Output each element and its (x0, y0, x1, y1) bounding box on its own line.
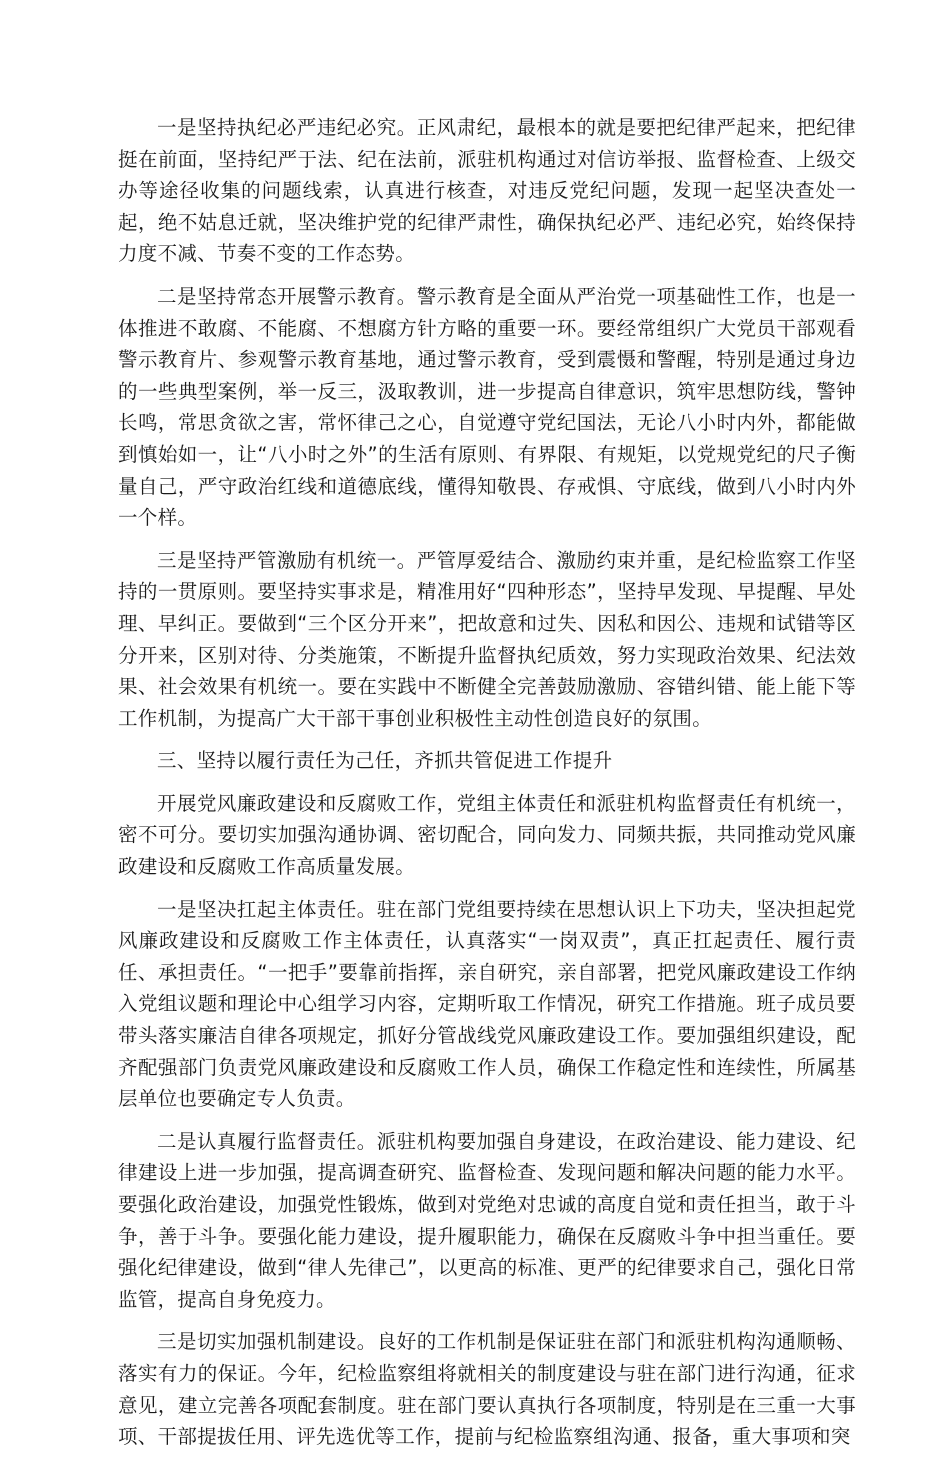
paragraph-supervision-responsibility: 二是认真履行监督责任。派驻机构要加强自身建设，在政治建设、能力建设、纪律建设上进一步加强，提高调查研究、监督检查、发现问题和解决问题的能力水平。要强化政治建设，加强党性锻炼，做到对党绝对忠诚的高度自觉和责任担当，敢于斗争，善于斗争。要强化能力建设，提升履职能力，确保在反腐败斗争中担当重任。要强化纪律建设，做到“律人先律己”，以更高的标准、更严的纪律要求自己，强化日常监管，提高自身免疫力。 (118, 1129, 856, 1311)
paragraph-strict-management: 三是坚持严管激励有机统一。严管厚爱结合、激励约束并重，是纪检监察工作坚持的一贯原则。要坚持实事求是，精准用好“四种形态”，坚持早发现、早提醒、早处理、早纠正。要做到“三个区分开来”，把故意和过失、因私和因公、违规和试错等区分开来，区别对待、分类施策，不断提升监督执纪质效，努力实现政治效果、纪法效果、社会效果有机统一。要在实践中不断健全完善鼓励激励、容错纠错、能上能下等工作机制，为提高广大干部干事创业积极性主动性创造良好的氛围。 (118, 548, 856, 730)
paragraph-discipline-enforcement: 一是坚持执纪必严违纪必究。正风肃纪，最根本的就是要把纪律严起来，把纪律挺在前面，坚持纪严于法、纪在法前，派驻机构通过对信访举报、监督检查、上级交办等途径收集的问题线索，认真进行核查，对违反党纪问题，发现一起坚决查处一起，绝不姑息迁就，坚决维护党的纪律严肃性，确保执纪必严、违纪必究，始终保持力度不减、节奏不变的工作态势。 (118, 116, 856, 266)
document-body (118, 112, 856, 1464)
section-heading-responsibility: 三、坚持以履行责任为己任，齐抓共管促进工作提升 (157, 749, 613, 773)
paragraph-intro-responsibility: 开展党风廉政建设和反腐败工作，党组主体责任和派驻机构监督责任有机统一，密不可分。要切实加强沟通协调、密切配合，同向发力、同频共振，共同推动党风廉政建设和反腐败工作高质量发展。 (118, 791, 856, 879)
paragraph-mechanism-building: 三是切实加强机制建设。良好的工作机制是保证驻在部门和派驻机构沟通顺畅、落实有力的保证。今年，纪检监察组将就相关的制度建设与驻在部门进行沟通，征求意见，建立完善各项配套制度。驻在部门要认真执行各项制度，特别是在三重一大事项、干部提拔任用、评先选优等工作，提前与纪检监察组沟通、报备，重大事项和突 (118, 1330, 856, 1449)
paragraph-warning-education: 二是坚持常态开展警示教育。警示教育是全面从严治党一项基础性工作，也是一体推进不敢腐、不能腐、不想腐方针方略的重要一环。要经常组织广大党员干部观看警示教育片、参观警示教育基地，通过警示教育，受到震慑和警醒，特别是通过身边的一些典型案例，举一反三，汲取教训，进一步提高自律意识，筑牢思想防线，警钟长鸣，常思贪欲之害，常怀律己之心，自觉遵守党纪国法，无论八小时内外，都能做到慎始如一，让“八小时之外”的生活有原则、有界限、有规矩，以党规党纪的尺子衡量自己，严守政治红线和道德底线，懂得知敬畏、存戒惧、守底线，做到八小时内外一个样。 (118, 284, 856, 530)
paragraph-main-responsibility: 一是坚决扛起主体责任。驻在部门党组要持续在思想认识上下功夫，坚决担起党风廉政建设和反腐败工作主体责任，认真落实“一岗双责”，真正扛起责任、履行责任、承担责任。“一把手”要靠前指挥，亲自研究，亲自部署，把党风廉政建设工作纳入党组议题和理论中心组学习内容，定期听取工作情况，研究工作措施。班子成员要带头落实廉洁自律各项规定，抓好分管战线党风廉政建设工作。要加强组织建设，配齐配强部门负责党风廉政建设和反腐败工作人员，确保工作稳定性和连续性，所属基层单位也要确定专人负责。 (118, 897, 856, 1111)
